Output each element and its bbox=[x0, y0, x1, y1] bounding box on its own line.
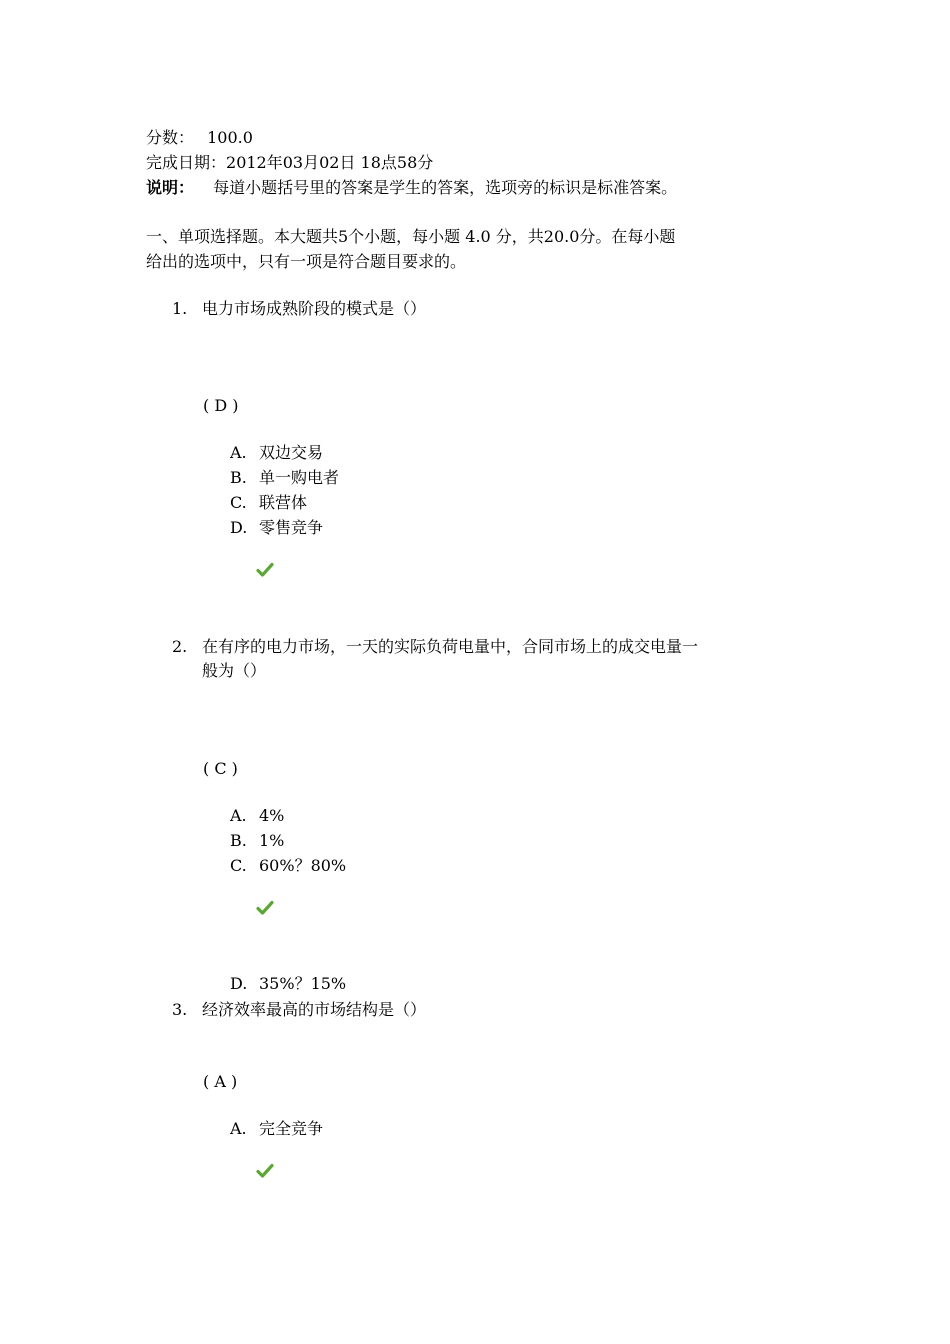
option-letter: D. bbox=[230, 518, 248, 537]
option-letter: B. bbox=[230, 831, 247, 850]
date-label: 完成日期： bbox=[146, 153, 227, 172]
question-number: 1. bbox=[172, 299, 188, 318]
date-line bbox=[146, 151, 433, 175]
score-value: 100.0 bbox=[207, 128, 253, 147]
option-text: 4% bbox=[259, 806, 285, 825]
student-answer: ( C ) bbox=[203, 759, 238, 778]
correct-check-icon bbox=[256, 1162, 274, 1180]
question-number: 2. bbox=[172, 637, 188, 656]
question-text: 在有序的电力市场，一天的实际负荷电量中，合同市场上的成交电量一 bbox=[202, 637, 699, 656]
question-text: 经济效率最高的市场结构是（） bbox=[202, 1000, 427, 1019]
note-label: 说明： bbox=[146, 178, 195, 197]
correct-check-icon bbox=[256, 899, 274, 917]
option-text: 双边交易 bbox=[259, 443, 324, 462]
correct-check-icon bbox=[256, 561, 274, 579]
question-text: 电力市场成熟阶段的模式是（） bbox=[202, 299, 427, 318]
option-text: 单一购电者 bbox=[259, 468, 340, 487]
question-text-cont: 般为（） bbox=[202, 661, 267, 680]
option-text: 35%？15% bbox=[259, 974, 347, 993]
section-heading-line2: 给出的选项中，只有一项是符合题目要求的。 bbox=[146, 252, 467, 271]
question-number: 3. bbox=[172, 1000, 188, 1019]
student-answer: ( A ) bbox=[203, 1072, 238, 1091]
option-text: 零售竞争 bbox=[259, 518, 324, 537]
option-text: 联营体 bbox=[259, 493, 308, 512]
option-text: 完全竞争 bbox=[259, 1119, 324, 1138]
score-label: 分数： bbox=[146, 128, 195, 147]
note-line bbox=[146, 176, 677, 200]
option-letter: A. bbox=[230, 806, 247, 825]
option-text: 1% bbox=[259, 831, 285, 850]
date-value: 2012年03月02日 18点58分 bbox=[226, 153, 434, 172]
section-heading-line1: 一、单项选择题。本大题共5个小题，每小题 4.0 分，共20.0分。在每小题 bbox=[146, 227, 676, 246]
option-letter: A. bbox=[230, 443, 247, 462]
option-letter: A. bbox=[230, 1119, 247, 1138]
option-letter: B. bbox=[230, 468, 247, 487]
score-line bbox=[146, 126, 253, 150]
option-text: 60%？80% bbox=[259, 856, 347, 875]
note-text: 每道小题括号里的答案是学生的答案，选项旁的标识是标准答案。 bbox=[213, 178, 678, 197]
option-letter: C. bbox=[230, 493, 247, 512]
student-answer: ( D ) bbox=[203, 396, 239, 415]
option-letter: D. bbox=[230, 974, 248, 993]
option-letter: C. bbox=[230, 856, 247, 875]
